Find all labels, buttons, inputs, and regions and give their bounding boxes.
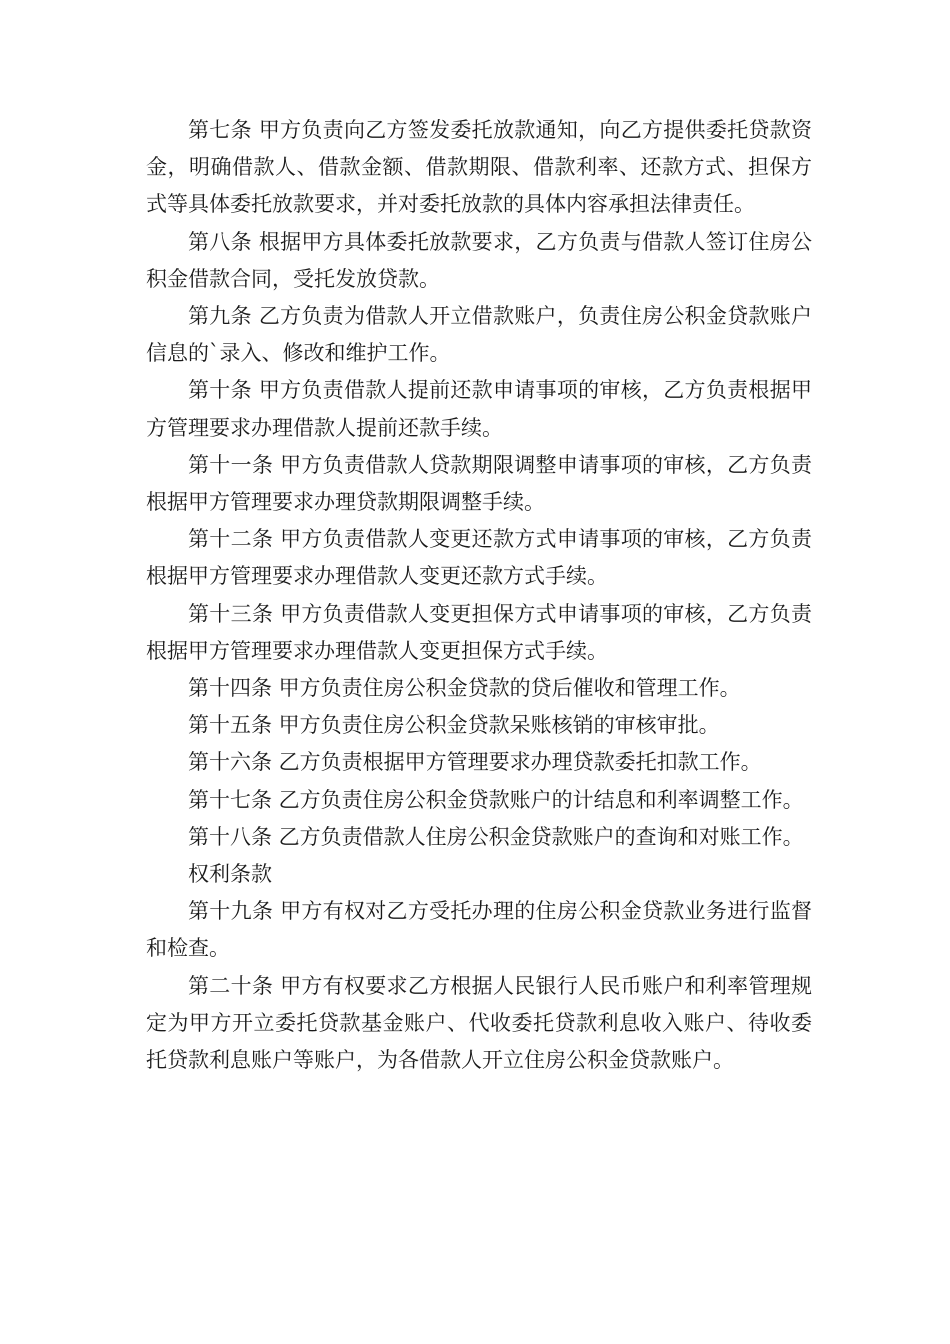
article-16: 第十六条 乙方负责根据甲方管理要求办理贷款委托扣款工作。 xyxy=(188,750,762,775)
article-12: 第十二条 甲方负责借款人变更还款方式申请事项的审核，乙方负责根据甲方管理要求办理借款人变更还款方式手续。 xyxy=(146,527,812,589)
article-10: 第十条 甲方负责借款人提前还款申请事项的审核，乙方负责根据甲方管理要求办理借款人提前还款手续。 xyxy=(146,378,812,440)
article-19: 第十九条 甲方有权对乙方受托办理的住房公积金贷款业务进行监督和检查。 xyxy=(146,899,812,961)
article-15: 第十五条 甲方负责住房公积金贷款呆账核销的审核审批。 xyxy=(188,713,720,738)
article-20: 第二十条 甲方有权要求乙方根据人民银行人民币账户和利率管理规定为甲方开立委托贷款基金账户、代收委托贷款利息收入账户、待收委托贷款利息账户等账户，为各借款人开立住房公积金贷款账户。 xyxy=(146,973,812,1073)
article-7: 第七条 甲方负责向乙方签发委托放款通知，向乙方提供委托贷款资金，明确借款人、借款金额、借款期限、借款利率、还款方式、担保方式等具体委托放款要求，并对委托放款的具体内容承担法律责任。 xyxy=(146,118,812,217)
article-13: 第十三条 甲方负责借款人变更担保方式申请事项的审核，乙方负责根据甲方管理要求办理借款人变更担保方式手续。 xyxy=(146,601,812,663)
article-9: 第九条 乙方负责为借款人开立借款账户，负责住房公积金贷款账户信息的`录入、修改和维护工作。 xyxy=(146,304,812,366)
article-8: 第八条 根据甲方具体委托放款要求，乙方负责与借款人签订住房公积金借款合同，受托发放贷款。 xyxy=(146,229,812,291)
article-14: 第十四条 甲方负责住房公积金贷款的贷后催收和管理工作。 xyxy=(188,676,741,701)
article-11: 第十一条 甲方负责借款人贷款期限调整申请事项的审核，乙方负责根据甲方管理要求办理贷款期限调整手续。 xyxy=(146,452,812,515)
article-17: 第十七条 乙方负责住房公积金贷款账户的计结息和利率调整工作。 xyxy=(188,787,804,812)
section-heading-rights: 权利条款 xyxy=(188,862,272,887)
article-18: 第十八条 乙方负责借款人住房公积金贷款账户的查询和对账工作。 xyxy=(188,824,804,849)
document-page xyxy=(146,112,812,1079)
